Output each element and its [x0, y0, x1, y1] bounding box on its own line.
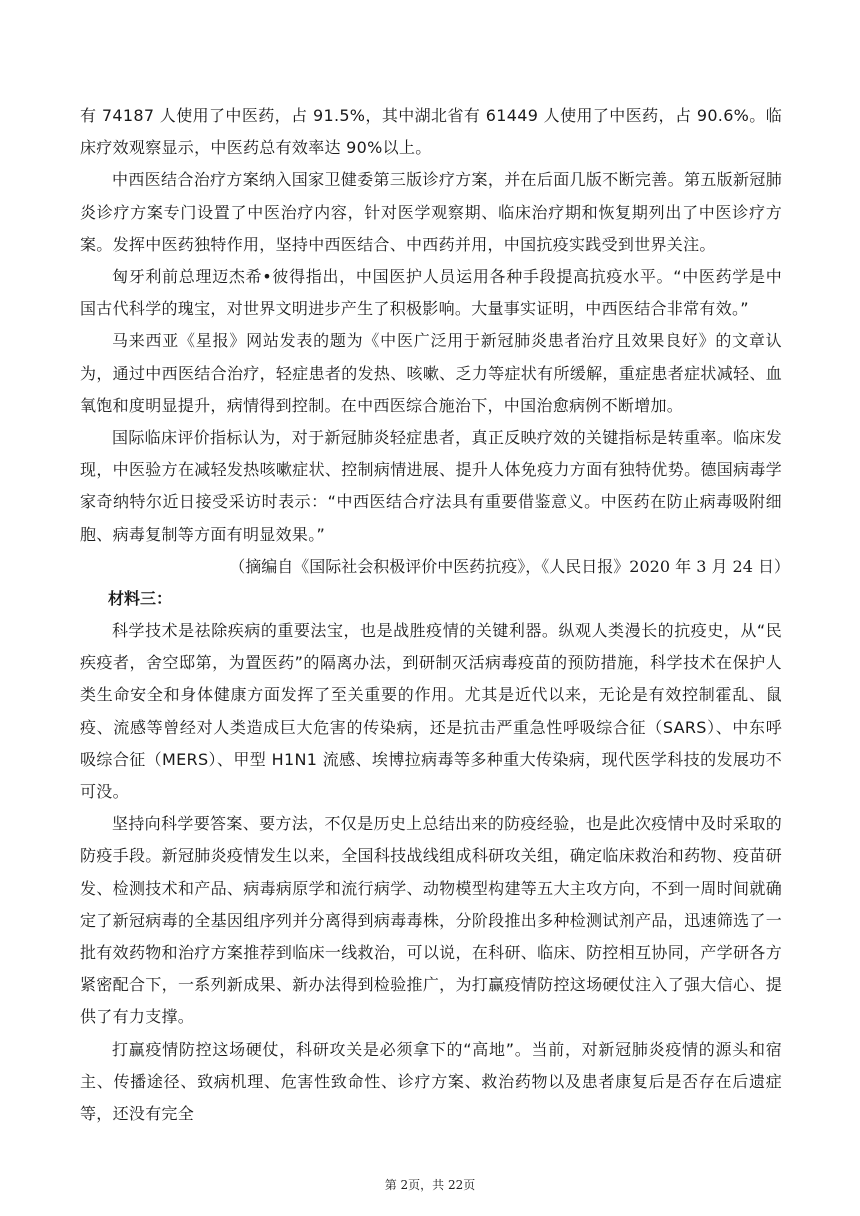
material-3-paragraph-1: 科学技术是祛除疾病的重要法宝，也是战胜疫情的关键利器。纵观人类漫长的抗疫史，从“民疾疫者，舍空邸第，为置医药”的隔离办法，到研制灭活病毒疫苗的预防措施，科学技术在保护人类生命安全和身体健康方面发挥了至关重要的作用。尤其是近代以来，无论是有效控制霍乱、鼠疫、流感等曾经对人类造成巨大危害的传染病，还是抗击严重急性呼吸综合征（SARS）、中东呼吸综合征（MERS）、甲型 H1N1 流感、埃博拉病毒等多种重大传染病，现代医学科技的发展功不可没。: [80, 621, 782, 802]
paragraph-3: 匈牙利前总理迈杰希•彼得指出，中国医护人员运用各种手段提高抗疫水平。“中医药学是中国古代科学的瑰宝，对世界文明进步产生了积极影响。大量事实证明，中西医结合非常有效。”: [80, 267, 782, 319]
paragraph-4: 马来西亚《星报》网站发表的题为《中医广泛用于新冠肺炎患者治疗且效果良好》的文章认为，通过中西医结合治疗，轻症患者的发热、咳嗽、乏力等症状有所缓解，重症患者症状减轻、血氧饱和度明显提升，病情得到控制。在中西医综合施治下，中国治愈病例不断增加。: [80, 331, 782, 415]
source-attribution: （摘编自《国际社会积极评价中医药抗疫》，《人民日报》2020 年 3 月 24 日）: [229, 556, 790, 576]
document-page: [80, 100, 790, 1130]
page-footer: 第 2页，共 22页: [384, 1178, 476, 1192]
material-3-paragraph-3: 打赢疫情防控这场硬仗，科研攻关是必须拿下的“高地”。当前，对新冠肺炎疫情的源头和宿主、传播途径、致病机理、危害性致命性、诊疗方案、救治药物以及患者康复后是否存在后遗症等，还没有完全: [80, 1039, 782, 1124]
paragraph-2: 中西医结合治疗方案纳入国家卫健委第三版诊疗方案，并在后面几版不断完善。第五版新冠肺炎诊疗方案专门设置了中医治疗内容，针对医学观察期、临床治疗期和恢复期列出了中医诊疗方案。发挥中医药独特作用，坚持中西医结合、中西药并用，中国抗疫实践受到世界关注。: [80, 170, 782, 254]
paragraph-5: 国际临床评价指标认为，对于新冠肺炎轻症患者，真正反映疗效的关键指标是转重率。临床发现，中医验方在减轻发热咳嗽症状、控制病情进展、提升人体免疫力方面有独特优势。德国病毒学家奇纳特尔近日接受采访时表示：“中西医结合疗法具有重要借鉴意义。中医药在防止病毒吸附细胞、病毒复制等方面有明显效果。”: [80, 428, 782, 544]
paragraph-1: 有 74187 人使用了中医药，占 91.5%，其中湖北省有 61449 人使用了中医药，占 90.6%。临床疗效观察显示，中医药总有效率达 90%以上。: [80, 106, 782, 158]
material-3-paragraph-2: 坚持向科学要答案、要方法，不仅是历史上总结出来的防疫经验，也是此次疫情中及时采取的防疫手段。新冠肺炎疫情发生以来，全国科技战线组成科研攻关组，确定临床救治和药物、疫苗研发、检测技术和产品、病毒病原学和流行病学、动物模型构建等五大主攻方向，不到一周时间就确定了新冠病毒的全基因组序列并分离得到病毒毒株，分阶段推出多种检测试剂产品，迅速筛选了一批有效药物和治疗方案推荐到临床一线救治，可以说，在科研、临床、防控相互协同，产学研各方紧密配合下，一系列新成果、新办法得到检验推广，为打赢疫情防控这场硬仗注入了强大信心、提供了有力支撑。: [80, 814, 782, 1027]
material-3-heading: 材料三：: [108, 589, 173, 609]
